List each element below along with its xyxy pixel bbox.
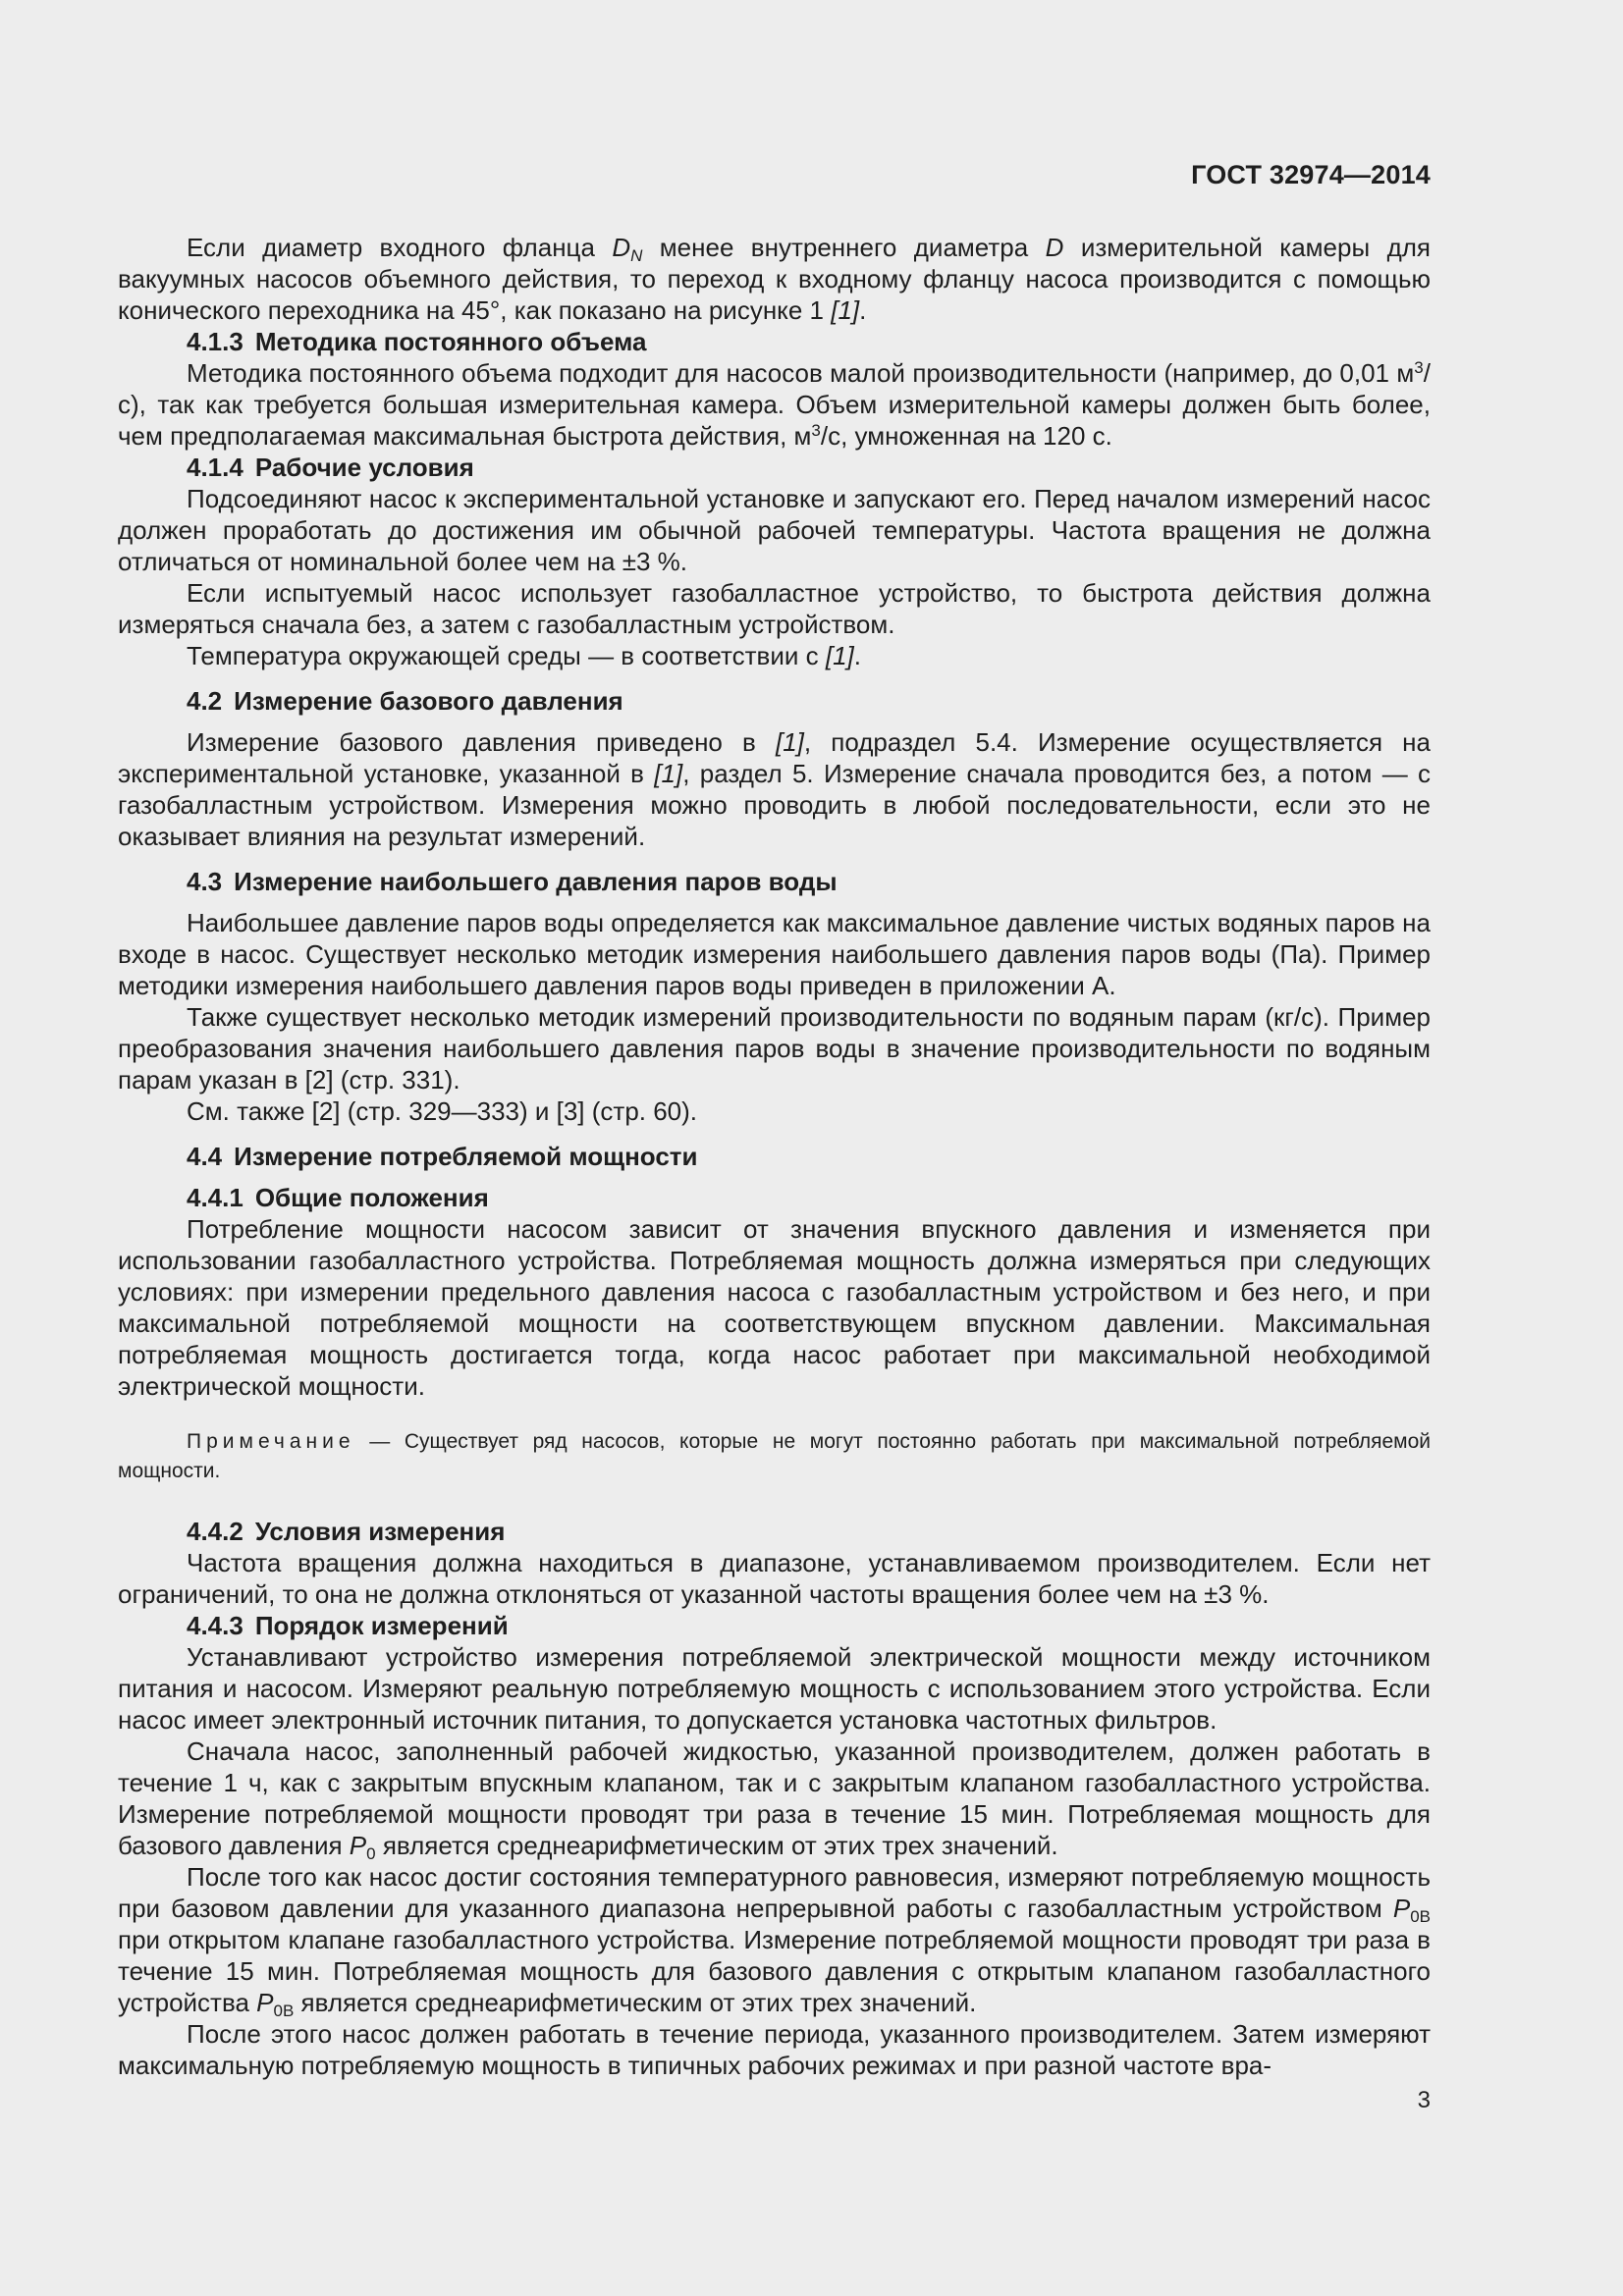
reference-link: [1]	[831, 295, 860, 325]
paragraph-4-1-4-c: Температура окружающей среды — в соответствии с [1].	[187, 641, 861, 670]
paragraph-4-1-4-a: Подсоединяют насос к экспериментальной установке и запускают его. Перед началом измерений насос должен проработать до достижения им обычной рабочей температуры. Частота вращения не должна отличаться от номинальной более чем на ±3 %.	[118, 484, 1431, 576]
section-heading-4-2: 4.2 Измерение базового давления	[187, 686, 623, 716]
paragraph-4-4-1: Потребление мощности насосом зависит от значения впускного давления и изменяется при использовании газобалластного устройства. Потребляемая мощность должна измеряться при следующих условиях: при измерении предельного давления насоса с газобалластным устройством и без него, и при максимальной потребляемой мощности на соответствующем впускном давлении. Максимальная потребляемая мощность достигается тогда, когда насос работает при максимальной необходимой электрической мощности.	[118, 1214, 1431, 1401]
reference-link: [1]	[776, 727, 804, 757]
section-heading-4-1-3: 4.1.3 Методика постоянного объема	[187, 327, 647, 356]
paragraph-4-4-3-b: Сначала насос, заполненный рабочей жидкостью, указанной производителем, должен работать в течение 1 ч, как с закрытым впускным клапаном, так и с закрытым клапаном газобалластного устройства. Измерение потребляемой мощности проводят три раза в течение 15 мин. Потребляемая мощность для базового давления $P_0$ является среднеарифметическим от этих трех значений.	[118, 1736, 1431, 1863]
section-heading-4-4-1: 4.4.1 Общие положения	[187, 1183, 489, 1212]
paragraph-4-4-3-a: Устанавливают устройство измерения потребляемой электрической мощности между источником питания и насосом. Измеряют реальную потребляемую мощность с использованием этого устройства. Если насос имеет электронный источник питания, то допускается установка частотных фильтров.	[118, 1642, 1431, 1735]
paragraph-4-1-4-b: Если испытуемый насос использует газобалластное устройство, то быстрота действия должна измеряться сначала без, а затем с газобалластным устройством.	[118, 578, 1431, 639]
section-heading-4-4: 4.4 Измерение потребляемой мощности	[187, 1142, 698, 1171]
reference-link: [1]	[654, 759, 683, 788]
section-heading-4-4-3: 4.4.3 Порядок измерений	[187, 1611, 509, 1640]
paragraph-4-4-3-c: После того как насос достиг состояния температурного равновесия, измеряют потребляемую мощность при базовом давлении для указанного диапазона непрерывной работы с газобалластным устройством $P_{0B}$ при открытом клапане газобалластного устройства. Измерение потребляемой мощности проводят три раза в течение 15 мин. Потребляемая мощность для базового давления с открытым клапаном газобалластного устройства $P_{0B}$ является среднеарифметическим от этих трех значений.	[118, 1862, 1431, 2020]
paragraph-4-3-b: Также существует несколько методик измерений производительности по водяным парам (кг/с). Пример преобразования значения наибольшего давления паров воды в значение производительности по водяным парам указан в [2] (стр. 331).	[118, 1002, 1431, 1095]
document-body	[118, 232, 1431, 2081]
section-heading-4-3: 4.3 Измерение наибольшего давления паров воды	[187, 867, 838, 896]
note-label: Примечание	[187, 1430, 355, 1453]
note-block: Примечание — Существует ряд насосов, которые не могут постоянно работать при максимальной потребляемой мощности.	[118, 1430, 1431, 1482]
section-heading-4-4-2: 4.4.2 Условия измерения	[187, 1517, 506, 1546]
document-header: ГОСТ 32974—2014	[1191, 160, 1431, 189]
paragraph-4-2: Измерение базового давления приведено в [1], подраздел 5.4. Измерение осуществляется на экспериментальной установке, указанной в [1], раздел 5. Измерение сначала проводится без, а потом — с газобалластным устройством. Измерения можно проводить в любой последовательности, если это не оказывает влияния на результат измерений.	[118, 727, 1432, 851]
paragraph-4-1-3: Методика постоянного объема подходит для насосов малой производительности (например, до 0,01 $м^3/с$), так как требуется большая измерительная камера. Объем измерительной камеры должен быть более, чем предполагаемая максимальная быстрота действия, $м^3/с$, умноженная на 120 с.	[118, 358, 1431, 451]
paragraph-4-3-c: См. также [2] (стр. 329—333) и [3] (стр. 60).	[187, 1096, 698, 1126]
reference-link: [1]	[825, 641, 854, 670]
paragraph-4-3-a: Наибольшее давление паров воды определяется как максимальное давление чистых водяных паров на входе в насос. Существует несколько методик измерения наибольшего давления паров воды (Па). Пример методики измерения наибольшего давления паров воды приведен в приложении А.	[118, 908, 1431, 1000]
paragraph-intro: Если диаметр входного фланца $D_N$ менее внутреннего диаметра D измерительной камеры для вакуумных насосов объемного действия, то переход к входному фланцу насоса производится с помощью конического переходника на 45°, как показано на рисунке 1 [1].	[118, 233, 1431, 325]
paragraph-4-4-2: Частота вращения должна находиться в диапазоне, устанавливаемом производителем. Если нет ограничений, то она не должна отклоняться от указанной частоты вращения более чем на ±3 %.	[118, 1548, 1431, 1609]
section-heading-4-1-4: 4.1.4 Рабочие условия	[187, 453, 474, 482]
paragraph-4-4-3-d: После этого насос должен работать в течение периода, указанного производителем. Затем измеряют максимальную потребляемую мощность в типичных рабочих режимах и при разной частоте вра-	[118, 2019, 1431, 2080]
page-number: 3	[1417, 2087, 1431, 2113]
